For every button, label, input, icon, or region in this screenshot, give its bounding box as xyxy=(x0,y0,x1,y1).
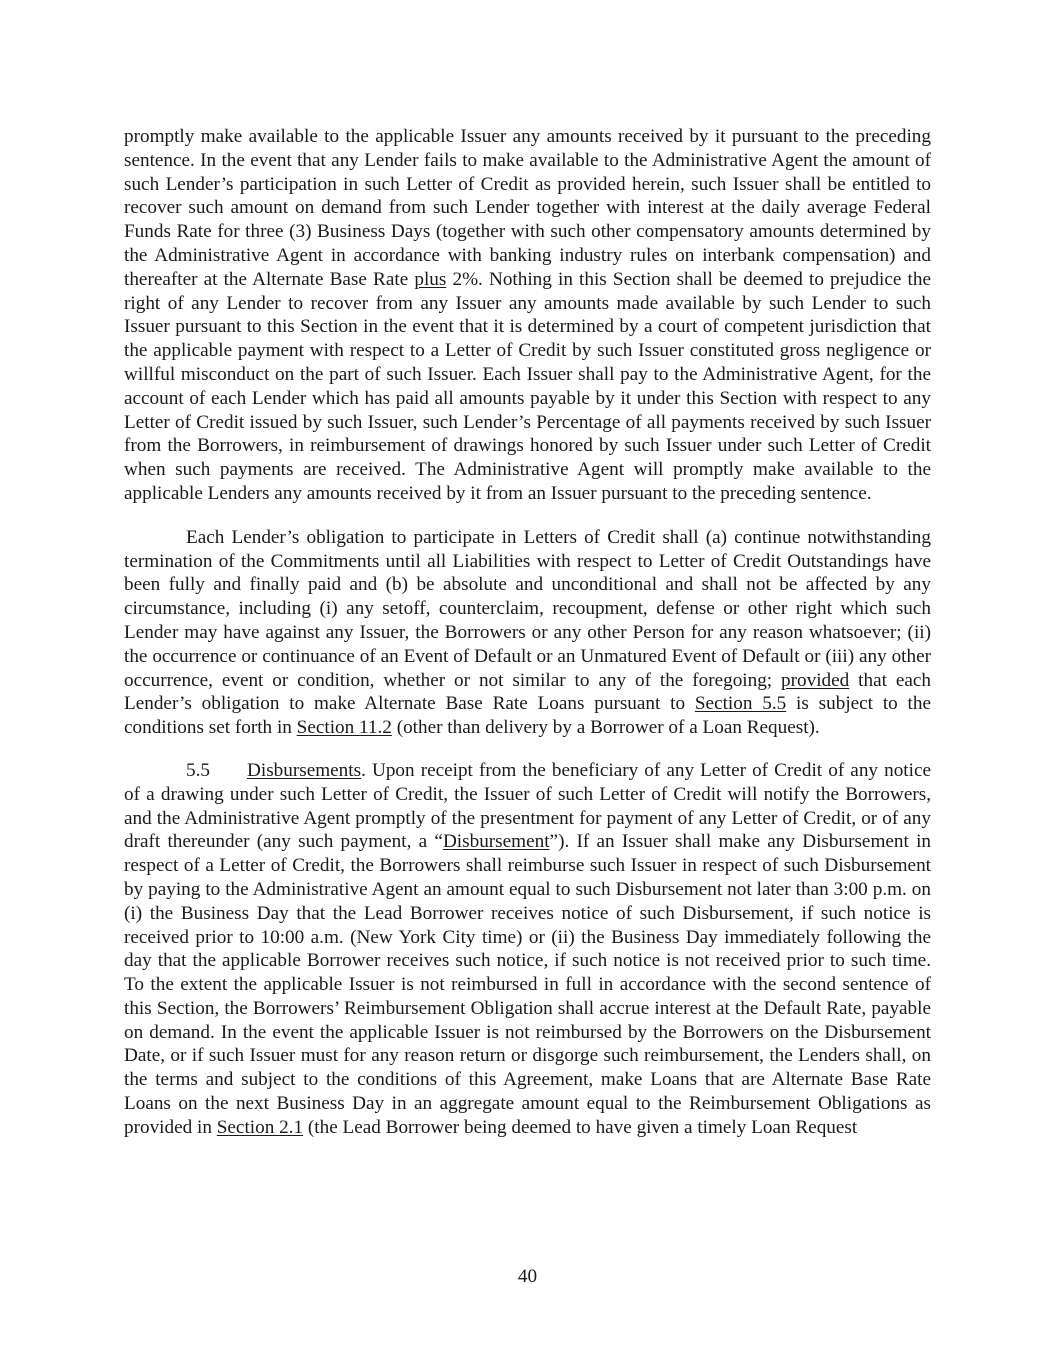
underlined-term-provided: provided xyxy=(781,669,850,691)
section-reference-11-2: Section 11.2 xyxy=(296,717,392,739)
section-number: 5.5 xyxy=(186,759,210,781)
text-run: promptly make available to the applicable Issuer any amounts received by it pursuant to the preceding sentence. In the event that any Lender fails to make available to the Administrative Agent the amount of such Lender’s participation in such Letter of Credit as provided herein, such Issuer shall be entitled to recover such amount on demand from such Lender together with interest at the daily average Federal Funds Rate for three (3) Business Days (together with such other compensatory amounts determined by the Administrative Agent in accordance with banking industry rules on interbank compensation) and thereafter at the Alternate Base Rate xyxy=(124,126,931,290)
section-reference-2-1: Section 2.1 xyxy=(216,1116,304,1138)
paragraph-lender-obligation xyxy=(124,526,931,740)
paragraph-participation-recovery xyxy=(124,125,931,506)
text-run: is subject to the conditions set forth in xyxy=(124,693,931,739)
text-run: ”). If an Issuer shall make any Disbursement in respect of a Letter of Credit, the Borrowers shall reimburse such Issuer in respect of such Disbursement by paying to the Administrative Agent an amount equal to such Disbursement not later than 3:00 p.m. on (i) the Business Day that the Lead Borrower receives notice of such Disbursement, if such notice is received prior to 10:00 a.m. (New York City time) or (ii) the Business Day immediately following the day that the applicable Borrower receives such notice, if such notice is not received prior to such time. To the extent the applicable Issuer is not reimbursed in full in accordance with the second sentence of this Section, the Borrowers’ Reimbursement Obligation shall accrue interest at the Default Rate, payable on demand. In the event the applicable Issuer is not reimbursed by the Borrowers on the Disbursement Date, or if such Issuer must for any reason return or disgorge such reimbursement, the Lenders shall, on the terms and subject to the conditions of this Agreement, make Loans that are Alternate Base Rate Loans on the next Business Day in an aggregate amount equal to the Reimbursement Obligations as provided in xyxy=(124,831,931,1138)
text-run: Each Lender’s obligation to participate in Letters of Credit shall (a) continue notwithstanding termination of the Commitments until all Liabilities with respect to Letter of Credit Outstandings have been fully and finally paid and (b) be absolute and unconditional and shall not be affected by any circumstance, including (i) any setoff, counterclaim, recoupment, defense or other right which such Lender may have against any Issuer, the Borrowers or any other Person for any reason whatsoever; (ii) the occurrence or continuance of an Event of Default or an Unmatured Event of Default or (iii) any other occurrence, event or condition, whether or not similar to any of the foregoing; xyxy=(124,526,931,691)
document-page xyxy=(124,125,931,1140)
text-run: 2%. Nothing in this Section shall be deemed to prejudice the right of any Lender to recover from any Issuer any amounts made available by such Lender to such Issuer pursuant to this Section in the event that it is determined by a court of competent jurisdiction that the applicable payment with respect to a Letter of Credit by such Issuer constituted gross negligence or willful misconduct on the part of such Issuer. Each Issuer shall pay to the Administrative Agent, for the account of each Lender which has paid all amounts payable by it under this Section with respect to any Letter of Credit issued by such Issuer, such Lender’s Percentage of all payments received by such Issuer from the Borrowers, in reimbursement of drawings honored by such Issuer under such Letter of Credit when such payments are received. The Administrative Agent will promptly make available to the applicable Lenders any amounts received by it from an Issuer pursuant to the preceding sentence. xyxy=(124,268,931,504)
text-run: (other than delivery by a Borrower of a Loan Request). xyxy=(391,717,820,739)
underlined-term-plus: plus xyxy=(414,268,447,290)
defined-term-disbursement: Disbursement xyxy=(442,831,550,853)
section-5-5-disbursements xyxy=(124,759,931,1140)
text-run: that each Lender’s obligation to make Alternate Base Rate Loans pursuant to xyxy=(124,669,931,715)
section-reference-5-5: Section 5.5 xyxy=(694,693,787,715)
text-run: (the Lead Borrower being deemed to have given a timely Loan Request xyxy=(303,1116,858,1138)
page-number: 40 xyxy=(517,1266,538,1287)
section-heading: Disbursements xyxy=(247,759,362,781)
text-run: . Upon receipt from the beneficiary of any Letter of Credit of any notice of a drawing under such Letter of Credit, the Issuer of such Letter of Credit will notify the Borrowers, and the Administrative Agent promptly of the presentment for payment of any Letter of Credit, or of any draft thereunder (any such payment, a “ xyxy=(124,759,931,853)
